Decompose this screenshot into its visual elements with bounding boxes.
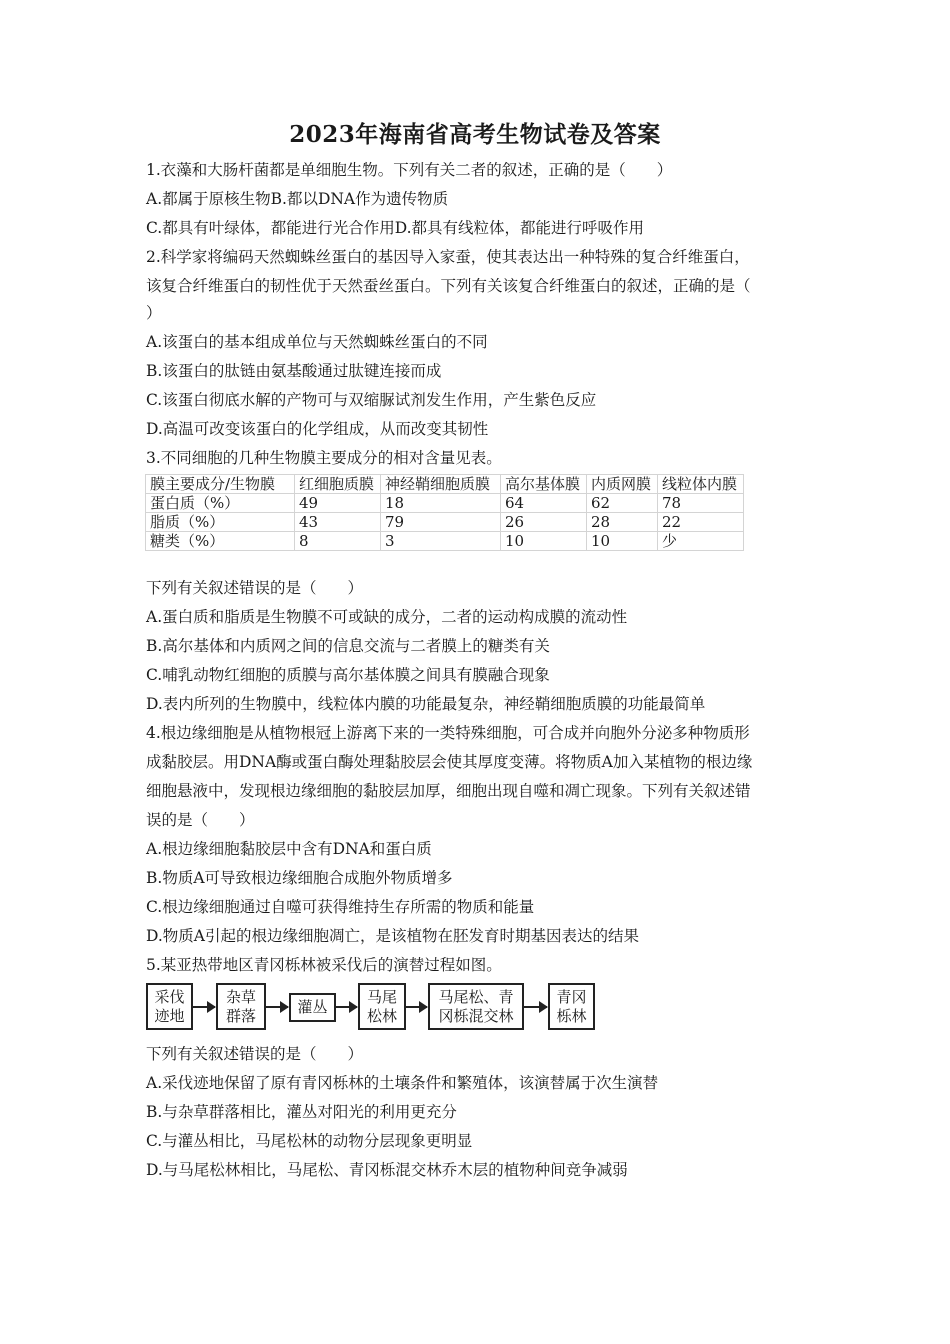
document-title: 2023年海南省高考生物试卷及答案 bbox=[289, 121, 661, 148]
table-header-cell: 膜主要成分/生物膜 bbox=[146, 475, 295, 494]
table-cell: 26 bbox=[501, 513, 587, 532]
table-header-cell: 内质网膜 bbox=[587, 475, 658, 494]
table-cell: 脂质（%） bbox=[146, 513, 295, 532]
flow-node-weed-community: 杂草 群落 bbox=[216, 983, 266, 1030]
q4-stem-line2: 成黏胶层。用DNA酶或蛋白酶处理黏胶层会使其厚度变薄。将物质A加入某植物的根边缘 bbox=[146, 753, 753, 771]
q1-options-ab: A.都属于原核生物B.都以DNA作为遗传物质 bbox=[146, 190, 449, 208]
q4-stem-line3: 细胞悬液中，发现根边缘细胞的黏胶层加厚，细胞出现自噬和凋亡现象。下列有关叙述错 bbox=[146, 782, 751, 800]
table-cell: 10 bbox=[501, 532, 587, 551]
q4-option-d: D.物质A引起的根边缘细胞凋亡，是该植物在胚发育时期基因表达的结果 bbox=[146, 927, 639, 945]
table-header-cell: 线粒体内膜 bbox=[658, 475, 744, 494]
q5-option-c: C.与灌丛相比，马尾松林的动物分层现象更明显 bbox=[146, 1132, 473, 1150]
q4-option-b: B.物质A可导致根边缘细胞合成胞外物质增多 bbox=[146, 869, 453, 887]
flow-arrow bbox=[524, 1006, 547, 1008]
flow-arrow bbox=[266, 1006, 288, 1008]
table-cell: 少 bbox=[658, 532, 744, 551]
q3-option-d: D.表内所列的生物膜中，线粒体内膜的功能最复杂，神经鞘细胞质膜的功能最简单 bbox=[146, 695, 706, 713]
flow-node-mixed-forest: 马尾松、青 冈栎混交林 bbox=[428, 983, 524, 1030]
q5-stem: 5.某亚热带地区青冈栎林被采伐后的演替过程如图。 bbox=[146, 956, 502, 974]
flow-arrow bbox=[193, 1006, 215, 1008]
table-header-cell: 高尔基体膜 bbox=[501, 475, 587, 494]
q2-option-c: C.该蛋白彻底水解的产物可与双缩脲试剂发生作用，产生紫色反应 bbox=[146, 391, 597, 409]
q5-option-b: B.与杂草群落相比，灌丛对阳光的利用更充分 bbox=[146, 1103, 457, 1121]
q4-stem-line1: 4.根边缘细胞是从植物根冠上游离下来的一类特殊细胞，可合成并向胞外分泌多种物质形 bbox=[146, 724, 750, 742]
table-cell: 糖类（%） bbox=[146, 532, 295, 551]
table-cell: 10 bbox=[587, 532, 658, 551]
q2-stem-line2: 该复合纤维蛋白的韧性优于天然蚕丝蛋白。下列有关该复合纤维蛋白的叙述，正确的是（ bbox=[146, 277, 751, 295]
table-cell: 64 bbox=[501, 494, 587, 513]
q2-stem-line1: 2.科学家将编码天然蜘蛛丝蛋白的基因导入家蚕，使其表达出一种特殊的复合纤维蛋白， bbox=[146, 248, 750, 266]
q5-option-d: D.与马尾松林相比，马尾松、青冈栎混交林乔木层的植物种间竞争减弱 bbox=[146, 1161, 628, 1179]
table-cell: 8 bbox=[295, 532, 381, 551]
flow-arrow bbox=[336, 1006, 357, 1008]
table-cell: 62 bbox=[587, 494, 658, 513]
table-header-cell: 神经鞘细胞质膜 bbox=[381, 475, 501, 494]
q4-option-c: C.根边缘细胞通过自噬可获得维持生存所需的物质和能量 bbox=[146, 898, 535, 916]
table-cell: 22 bbox=[658, 513, 744, 532]
flow-arrow bbox=[406, 1006, 427, 1008]
table-row bbox=[146, 513, 744, 532]
q4-stem-line4: 误的是（ ） bbox=[146, 811, 255, 829]
table-header-cell: 红细胞质膜 bbox=[295, 475, 381, 494]
q5-option-a: A.采伐迹地保留了原有青冈栎林的土壤条件和繁殖体，该演替属于次生演替 bbox=[146, 1074, 659, 1092]
q3-stem: 3.不同细胞的几种生物膜主要成分的相对含量见表。 bbox=[146, 449, 502, 467]
table-row bbox=[146, 494, 744, 513]
table-cell: 49 bbox=[295, 494, 381, 513]
table-cell: 78 bbox=[658, 494, 744, 513]
q2-option-a: A.该蛋白的基本组成单位与天然蜘蛛丝蛋白的不同 bbox=[146, 333, 488, 351]
q2-stem-line3: ） bbox=[146, 304, 162, 322]
flow-node-logging-site: 采伐 迹地 bbox=[146, 983, 193, 1030]
q2-option-d: D.高温可改变该蛋白的化学组成，从而改变其韧性 bbox=[146, 420, 489, 438]
table-cell: 28 bbox=[587, 513, 658, 532]
q4-option-a: A.根边缘细胞黏胶层中含有DNA和蛋白质 bbox=[146, 840, 432, 858]
flow-node-masson-pine-forest: 马尾 松林 bbox=[358, 983, 406, 1030]
q2-option-b: B.该蛋白的肽链由氨基酸通过肽键连接而成 bbox=[146, 362, 442, 380]
flow-node-oak-forest: 青冈 栎林 bbox=[548, 983, 595, 1030]
table-cell: 43 bbox=[295, 513, 381, 532]
table-header-row bbox=[146, 475, 744, 494]
table-cell: 79 bbox=[381, 513, 501, 532]
table-cell: 18 bbox=[381, 494, 501, 513]
q1-stem: 1.衣藻和大肠杆菌都是单细胞生物。下列有关二者的叙述，正确的是（ ） bbox=[146, 161, 673, 179]
q5-prompt: 下列有关叙述错误的是（ ） bbox=[146, 1045, 364, 1063]
table-row bbox=[146, 532, 744, 551]
membrane-composition-table bbox=[145, 474, 744, 551]
q3-option-b: B.高尔基体和内质网之间的信息交流与二者膜上的糖类有关 bbox=[146, 637, 550, 655]
table-cell: 3 bbox=[381, 532, 501, 551]
table-cell: 蛋白质（%） bbox=[146, 494, 295, 513]
q1-options-cd: C.都具有叶绿体，都能进行光合作用D.都具有线粒体，都能进行呼吸作用 bbox=[146, 219, 645, 237]
q3-prompt: 下列有关叙述错误的是（ ） bbox=[146, 579, 364, 597]
flow-node-shrub: 灌丛 bbox=[289, 993, 336, 1022]
q3-option-c: C.哺乳动物红细胞的质膜与高尔基体膜之间具有膜融合现象 bbox=[146, 666, 550, 684]
q3-option-a: A.蛋白质和脂质是生物膜不可或缺的成分，二者的运动构成膜的流动性 bbox=[146, 608, 628, 626]
